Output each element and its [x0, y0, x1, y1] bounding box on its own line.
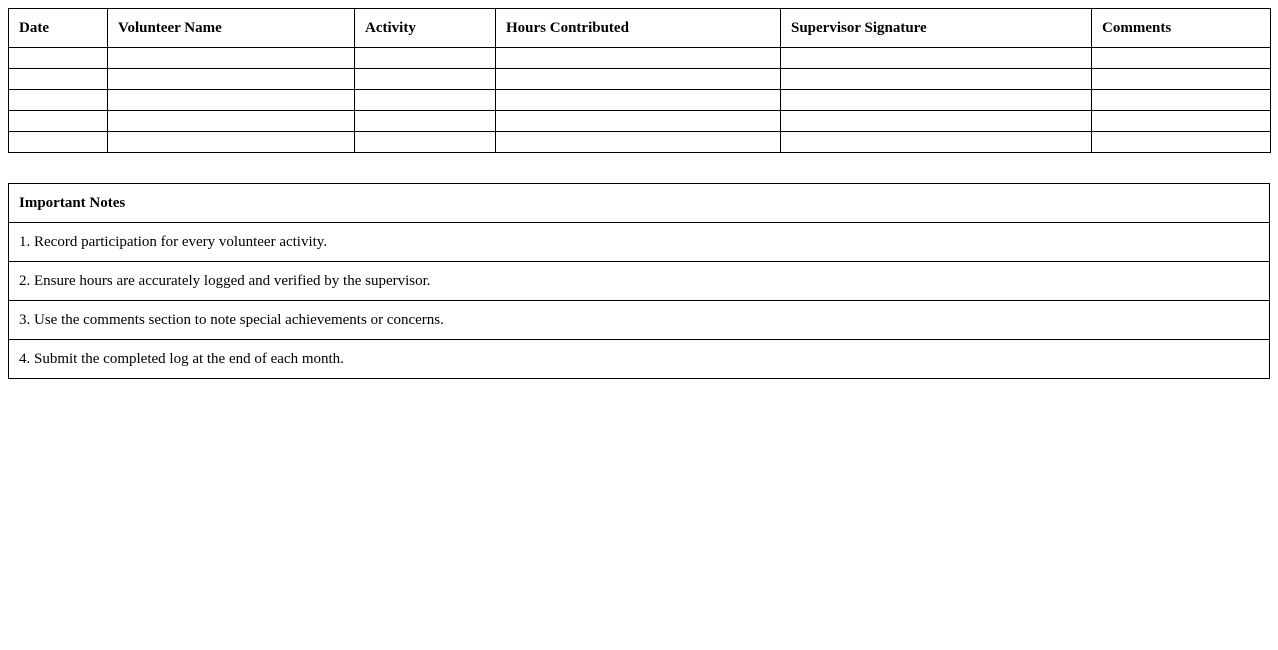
- volunteer-name-cell[interactable]: [108, 48, 355, 69]
- comments-cell[interactable]: [1092, 111, 1271, 132]
- list-item: [9, 340, 1270, 379]
- comments-cell[interactable]: [1092, 90, 1271, 111]
- hours-cell[interactable]: [496, 90, 781, 111]
- activity-cell[interactable]: [355, 48, 496, 69]
- signature-cell[interactable]: [781, 132, 1092, 153]
- signature-cell[interactable]: [781, 48, 1092, 69]
- activity-cell[interactable]: [355, 111, 496, 132]
- activity-cell[interactable]: [355, 69, 496, 90]
- table-row: [9, 132, 1271, 153]
- hours-cell[interactable]: [496, 132, 781, 153]
- signature-cell[interactable]: [781, 111, 1092, 132]
- column-header-activity: Activity: [355, 9, 496, 48]
- note-item: 2. Ensure hours are accurately logged and verified by the supervisor.: [9, 262, 1270, 301]
- volunteer-name-cell[interactable]: [108, 132, 355, 153]
- column-header-comments: Comments: [1092, 9, 1271, 48]
- table-row: [9, 48, 1271, 69]
- column-header-supervisor-signature: Supervisor Signature: [781, 9, 1092, 48]
- notes-header-row: [9, 184, 1270, 223]
- date-cell[interactable]: [9, 48, 108, 69]
- comments-cell[interactable]: [1092, 69, 1271, 90]
- important-notes-table: [8, 183, 1270, 379]
- list-item: [9, 223, 1270, 262]
- column-header-volunteer-name: Volunteer Name: [108, 9, 355, 48]
- activity-cell[interactable]: [355, 90, 496, 111]
- list-item: [9, 301, 1270, 340]
- hours-cell[interactable]: [496, 48, 781, 69]
- list-item: [9, 262, 1270, 301]
- table-header-row: [9, 9, 1271, 48]
- volunteer-log-table: [8, 8, 1271, 153]
- hours-cell[interactable]: [496, 111, 781, 132]
- table-row: [9, 111, 1271, 132]
- table-row: [9, 90, 1271, 111]
- date-cell[interactable]: [9, 90, 108, 111]
- date-cell[interactable]: [9, 132, 108, 153]
- note-item: 4. Submit the completed log at the end of each month.: [9, 340, 1270, 379]
- volunteer-name-cell[interactable]: [108, 111, 355, 132]
- activity-cell[interactable]: [355, 132, 496, 153]
- date-cell[interactable]: [9, 69, 108, 90]
- date-cell[interactable]: [9, 111, 108, 132]
- note-item: 1. Record participation for every volunteer activity.: [9, 223, 1270, 262]
- signature-cell[interactable]: [781, 90, 1092, 111]
- notes-title: Important Notes: [9, 184, 1270, 223]
- note-item: 3. Use the comments section to note special achievements or concerns.: [9, 301, 1270, 340]
- comments-cell[interactable]: [1092, 132, 1271, 153]
- comments-cell[interactable]: [1092, 48, 1271, 69]
- column-header-hours-contributed: Hours Contributed: [496, 9, 781, 48]
- signature-cell[interactable]: [781, 69, 1092, 90]
- table-row: [9, 69, 1271, 90]
- volunteer-name-cell[interactable]: [108, 90, 355, 111]
- column-header-date: Date: [9, 9, 108, 48]
- volunteer-name-cell[interactable]: [108, 69, 355, 90]
- hours-cell[interactable]: [496, 69, 781, 90]
